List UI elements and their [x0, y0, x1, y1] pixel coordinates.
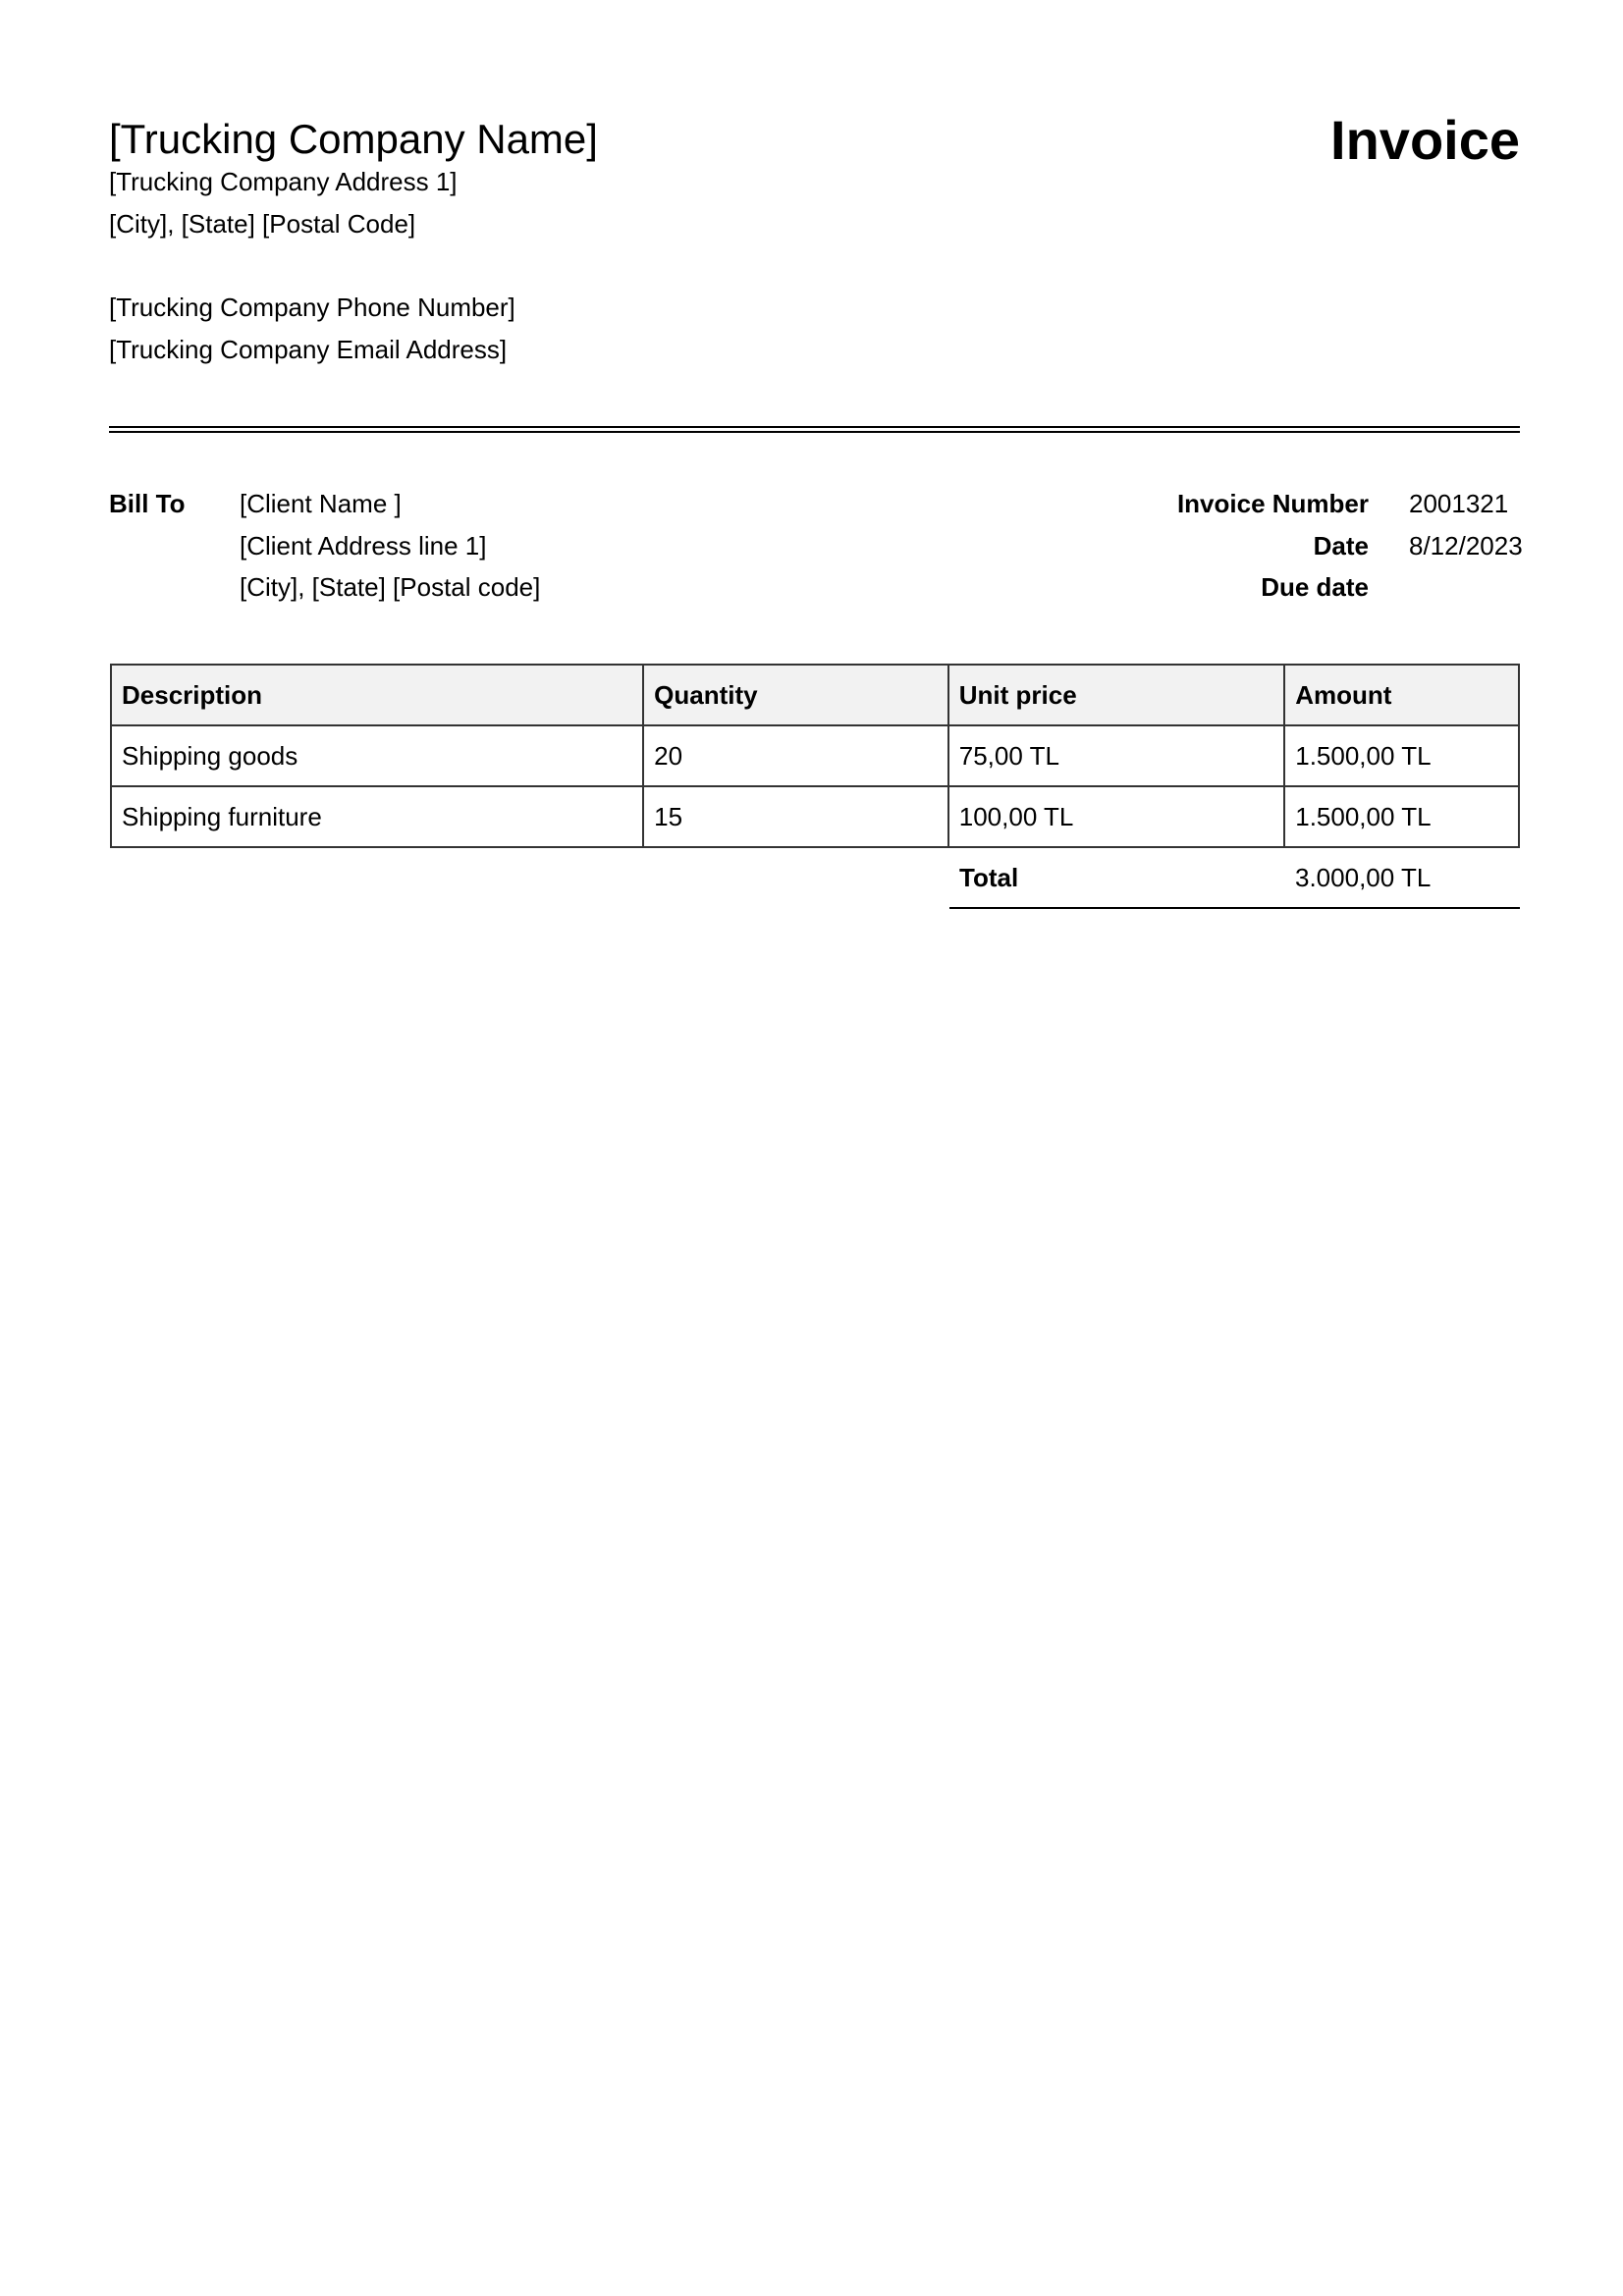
- column-header-unit-price: Unit price: [948, 665, 1284, 725]
- table-header-row: [111, 665, 1519, 725]
- client-name: [Client Name ]: [240, 489, 402, 518]
- total-label: Total: [959, 863, 1019, 892]
- client-city-line: [City], [State] [Postal code]: [240, 572, 541, 602]
- row-quantity: 20: [643, 725, 948, 786]
- company-name: [Trucking Company Name]: [109, 116, 598, 162]
- row-description: Shipping goods: [111, 725, 643, 786]
- total-value: 3.000,00 TL: [1295, 863, 1432, 892]
- date-label: Date: [1313, 531, 1369, 561]
- column-header-amount: Amount: [1284, 665, 1519, 725]
- row-amount: 1.500,00 TL: [1284, 786, 1519, 847]
- column-header-description: Description: [111, 665, 643, 725]
- row-unit-price: 75,00 TL: [948, 725, 1284, 786]
- table-row: [111, 725, 1519, 786]
- company-email: [Trucking Company Email Address]: [109, 335, 508, 364]
- table-row: [111, 786, 1519, 847]
- client-address-line1: [Client Address line 1]: [240, 531, 487, 561]
- invoice-title: Invoice: [1330, 109, 1520, 171]
- row-amount: 1.500,00 TL: [1284, 725, 1519, 786]
- column-header-quantity: Quantity: [643, 665, 948, 725]
- company-address-line1: [Trucking Company Address 1]: [109, 167, 458, 196]
- line-items-table: [110, 664, 1520, 848]
- invoice-number-value: 2001321: [1409, 489, 1509, 518]
- row-description: Shipping furniture: [111, 786, 643, 847]
- invoice-number-label: Invoice Number: [1176, 489, 1369, 518]
- header-divider-top: [109, 426, 1520, 428]
- date-value: 8/12/2023: [1409, 531, 1523, 561]
- header-divider-bottom: [109, 431, 1520, 433]
- row-quantity: 15: [643, 786, 948, 847]
- total-underline: [949, 907, 1520, 909]
- company-phone: [Trucking Company Phone Number]: [109, 293, 515, 322]
- row-unit-price: 100,00 TL: [948, 786, 1284, 847]
- due-date-label: Due date: [1261, 572, 1369, 602]
- company-city-line: [City], [State] [Postal Code]: [109, 209, 416, 239]
- bill-to-label: Bill To: [109, 489, 186, 518]
